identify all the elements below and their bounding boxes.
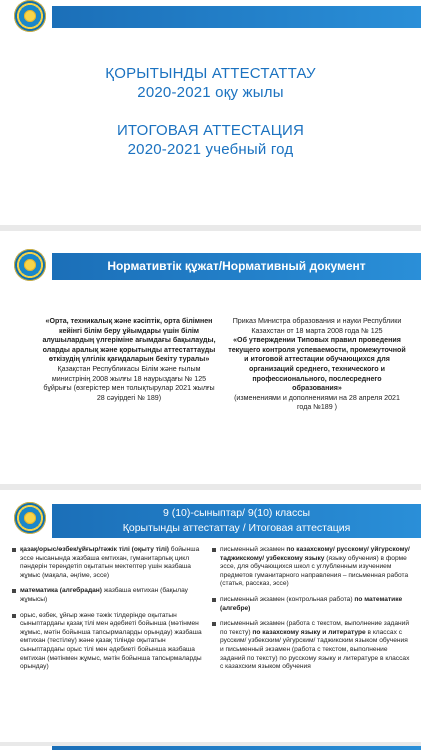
slide-title — [0, 0, 421, 225]
list-item — [212, 546, 412, 589]
item-bold: математика (алгебрадан) — [20, 587, 102, 595]
title-kz — [0, 64, 421, 102]
ministry-emblem-icon — [14, 0, 46, 32]
ministry-emblem-icon — [14, 502, 46, 534]
item-bold: по казахскому/ русскому/ уйгурскому/ таджикскому/ узбекскому языку — [220, 546, 410, 562]
list-item — [212, 596, 412, 613]
document-kz-title: «Орта, техникалық және кәсіптік, орта білімнен кейінгі білім беру ұйымдары үшін білім алушылардың үлгеріміне ағымдағы бақылауды, оларды аралық және қорытынды аттестаттауды өткізудің үлгілік қағидаларын бекіту туралы» — [42, 317, 216, 364]
banner-line1: 9 (10)-сыныптар/ 9(10) классы — [162, 507, 311, 519]
item-text: бойынша эссе нысанында жазбаша емтихан, гуманитарлық цикл пәндерін тереңдетіп оқытатын мектептер үшін жазбаша жұмыс (мақала, әңгіме, эссе) — [20, 546, 200, 579]
ministry-emblem-icon — [14, 249, 46, 281]
item-text: письменный экзамен (контрольная работа) — [220, 595, 355, 603]
item-bold: қазақ/орыс/өзбек/ұйғыр/тәжік тілі (оқыту тілі) — [20, 546, 169, 553]
item-text: жазбаша емтихан (бақылау жұмысы) — [20, 587, 188, 603]
document-ru — [228, 317, 406, 413]
item-bold: по казахскому языку и литературе — [252, 628, 366, 636]
slide-banner — [52, 504, 421, 538]
banner-line2: Қорытынды аттестаттау / Итоговая аттестация — [122, 522, 351, 534]
document-kz-details: Қазақстан Республикасы Білім және ғылым министрінің 2008 жылғы 18 наурыздағы № 125 бұйрығы (өзгерістер мен толықтырулар 2021 жылғы 28 сәуірдегі № 189) — [43, 364, 215, 402]
document-ru-title: «Об утверждении Типовых правил проведения текущего контроля успеваемости, промежуточной и итоговой аттестации обучающихся для организаций среднего, технического и профессионального, послесреднего образования» — [228, 336, 406, 393]
title-kz-line1: ҚОРЫТЫНДЫ АТТЕСТАТТАУ — [105, 65, 316, 82]
document-ru-amendments: (изменениями и дополнениями на 28 апреля 2021 года №189 ) — [234, 393, 400, 412]
document-ru-order: Приказ Министра образования и науки Республики Казахстан от 18 марта 2008 года № 125 — [232, 317, 402, 335]
item-bold: по математике (алгебре) — [220, 595, 403, 612]
list-item — [12, 612, 202, 672]
slide-banner: Нормативтік құжат/Нормативный документ — [52, 253, 421, 280]
title-ru-line1: ИТОГОВАЯ АТТЕСТАЦИЯ — [116, 122, 305, 139]
item-text: письменный экзамен (работа с текстом, выполнение заданий по тексту) — [220, 620, 410, 636]
list-item — [12, 587, 202, 604]
item-text: орыс, өзбек, ұйғыр және тәжік тілдерінде оқытатын сыныптардағы қазақ тілі мен әдебиеті бойынша (мәтінмен жұмыс, мәтін бойынша тапсырмаларды орындау) жазбаша емтихан (тестілеу) және қазақ тілінде оқытатын сыныптардағы орыс тілі мен әдебиеті бойынша жазбаша емтихан (мәтінмен жұмыс, мәтін бойынша тапсырмаларды орындау) — [20, 611, 202, 671]
column-kz — [12, 546, 202, 679]
title-ru-line2: 2020-2021 учебный год — [127, 141, 294, 158]
item-text: (языку обучения) в форме эссе, для обучающихся школ с углубленным изучением предметов гуманитарного направления – письменная работа (статья, рассказ, эссе) — [220, 554, 409, 588]
column-ru — [212, 546, 412, 679]
slide-normative-document — [0, 231, 421, 484]
title-ru — [0, 121, 421, 159]
slide-banner — [52, 746, 421, 750]
slide-banner — [52, 6, 421, 28]
list-item — [12, 546, 202, 580]
slide-next-partial — [0, 746, 421, 750]
document-kz — [40, 317, 218, 403]
item-text: письменный экзамен — [220, 546, 287, 553]
list-item — [212, 620, 412, 672]
title-kz-line2: 2020-2021 оқу жылы — [137, 84, 284, 101]
slide-final-attestation — [0, 490, 421, 742]
item-text: в классах с русским/ узбекским/ уйгурским/ таджикским языком обучения и письменный экзамен (работа с текстом, выполнение заданий по тексту) по русскому языку и литературе в классах с казахским языком обучения — [220, 628, 410, 671]
